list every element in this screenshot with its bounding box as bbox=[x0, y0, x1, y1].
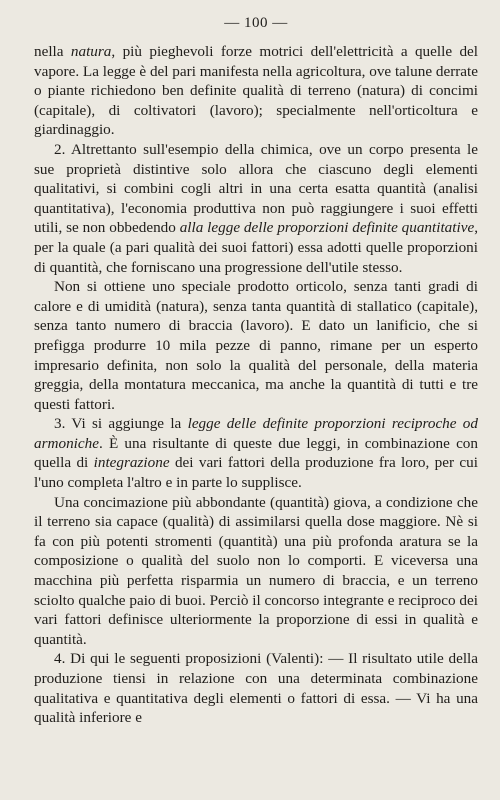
italic-run: integrazione bbox=[93, 454, 170, 472]
page-body bbox=[34, 42, 478, 728]
text-run: , più pieghevoli forze motrici dell'elettricità a quelle del vapore. La legge è del pari manifesta nella agricoltura, ove talune derrate o piante richiedono ben definite qualità di terreno (natura) di concimi (capitale), di coltivatori (lavoro); specialmente nell'orticoltura e giardinaggio. bbox=[34, 43, 479, 139]
text-run: Non si ottiene uno speciale prodotto orticolo, senza tanti gradi di calore e di umidità (natura), senza tanta quantità di stallatico (capitale), senza tanto numero di braccia (lavoro). E dato un lanificio, che si prefigga produrre 10 mila pezze di panno, rimane per un esperto impresario definita, non solo la qualità del personale, della materia greggia, della montatura meccanica, ma anche la quantità di tutti e tre questi fattori. bbox=[34, 278, 478, 413]
text-run: . È una risultante di queste due leggi, in combinazione con quella di bbox=[34, 434, 478, 472]
text-run: Una concimazione più abbondante (quantità) giova, a condizione che il terreno sia capace (qualità) di assimilarsi quella dose maggiore. Nè si fa con più potenti stromenti (quantità) una più profonda aratura se la composizione o qualità del suolo non lo comporti. E viceversa una macchina più perfetta risparmia un numero di braccia, e un terreno sciolto qualche paio di buoi. Perciò il concorso integrante e reciproco dei vari fattori definisce ulteriormente la proporzione di essi in qualità e quantità. bbox=[34, 493, 478, 648]
text-run: 4. Di qui le seguenti proposizioni (Valenti): — Il risultato utile della produzione tiensi in relazione con una determinata combinazione qualitativa e quantitativa degli elementi o fattori di essa. — Vi ha una qualità inferiore e bbox=[34, 650, 478, 727]
text-run: , per la quale (a pari qualità dei suoi fattori) essa adotti quelle proporzioni di quantità, che forniscano una progressione dell'utile stesso. bbox=[34, 219, 478, 276]
text-run: 3. Vi si aggiunge la bbox=[54, 415, 188, 433]
text-run: 2. Altrettanto sull'esempio della chimica, ove un corpo presenta le sue proprietà distintive solo allora che ciascuno degli elementi qualitativi, si combini cogli altri in una certa esatta quantità (analisi quantitativa), l'economia produttiva non può raggiungere i suoi effetti utili, se non obbedendo bbox=[34, 140, 478, 237]
paragraph-1 bbox=[34, 42, 478, 140]
text-run: nella bbox=[34, 43, 71, 60]
italic-run: alla legge delle proporzioni definite quantitative bbox=[179, 219, 475, 237]
paragraph-6 bbox=[34, 649, 478, 727]
text-run: dei vari fattori della produzione fra loro, per cui l'uno completa l'altro e in parte lo supplisce. bbox=[34, 454, 478, 492]
italic-run: natura bbox=[70, 43, 112, 60]
paragraph-3 bbox=[34, 277, 478, 414]
paragraph-2 bbox=[34, 140, 478, 277]
page-number: — 100 — bbox=[224, 15, 288, 31]
paragraph-4 bbox=[34, 414, 478, 492]
italic-run: legge delle definite proporzioni reciproche od armoniche bbox=[34, 415, 478, 452]
paragraph-5 bbox=[34, 493, 478, 650]
